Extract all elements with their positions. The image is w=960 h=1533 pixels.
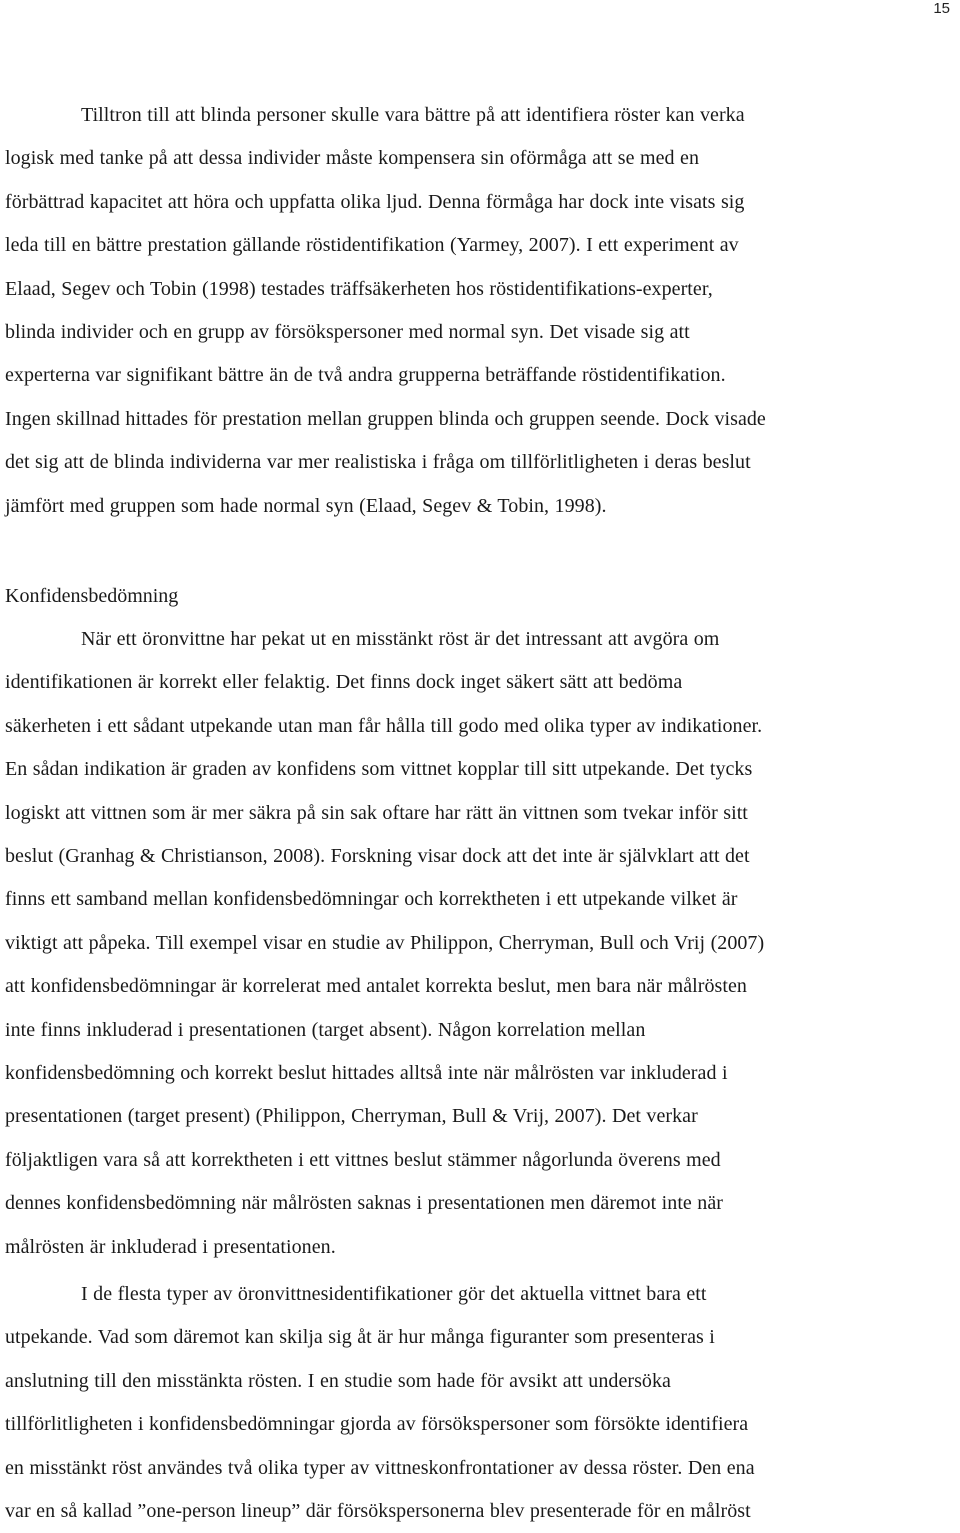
text-line: en misstänkt röst användes två olika typer av vittneskonfrontationer av dessa röster. Den ena — [5, 1456, 755, 1479]
text-line: viktigt att påpeka. Till exempel visar en studie av Philippon, Cherryman, Bull och Vrij (2007) — [5, 931, 765, 954]
text-line: målrösten är inkluderad i presentationen. — [5, 1235, 336, 1258]
text-line: presentationen (target present) (Philippon, Cherryman, Bull & Vrij, 2007). Det verkar — [5, 1105, 698, 1128]
text-line: logiskt att vittnen som är mer säkra på sin sak oftare har rätt än vittnen som tvekar inför sitt — [5, 801, 748, 824]
text-line: dennes konfidensbedömning när målrösten saknas i presentationen men däremot inte när — [5, 1192, 723, 1215]
text-line: var en så kallad ”one-person lineup” där försökspersonerna blev presenterade för en målröst — [5, 1500, 751, 1523]
text-line: jämfört med gruppen som hade normal syn (Elaad, Segev & Tobin, 1998). — [5, 494, 607, 517]
page-number: 15 — [933, 0, 950, 17]
text-line: säkerheten i ett sådant utpekande utan man får hålla till godo med olika typer av indikationer. — [5, 714, 763, 737]
text-line: leda till en bättre prestation gällande röstidentifikation (Yarmey, 2007). I ett experiment av — [5, 234, 739, 257]
text-line: blinda individer och en grupp av försökspersoner med normal syn. Det visade sig att — [5, 321, 690, 344]
text-line: konfidensbedömning och korrekt beslut hittades alltså inte när målrösten var inkluderad i — [5, 1062, 728, 1085]
text-line: En sådan indikation är graden av konfidens som vittnet kopplar till sitt utpekande. Det tycks — [5, 758, 753, 781]
text-line: utpekande. Vad som däremot kan skilja sig åt är hur många figuranter som presenteras i — [5, 1326, 715, 1349]
text-line: anslutning till den misstänkta rösten. I en studie som hade för avsikt att undersöka — [5, 1369, 671, 1392]
text-line: följaktligen vara så att korrektheten i ett vittnes beslut stämmer någorlunda överens med — [5, 1148, 721, 1171]
text-line: finns ett samband mellan konfidensbedömningar och korrektheten i ett utpekande vilket är — [5, 888, 738, 911]
text-line: Tilltron till att blinda personer skulle vara bättre på att identifiera röster kan verka — [81, 104, 745, 126]
text-line: När ett öronvittne har pekat ut en misstänkt röst är det intressant att avgöra om — [81, 628, 720, 650]
text-line: logisk med tanke på att dessa individer måste kompensera sin oförmåga att se med en — [5, 147, 699, 170]
section-heading: Konfidensbedömning — [5, 585, 179, 607]
text-line: det sig att de blinda individerna var mer realistiska i fråga om tillförlitligheten i deras beslut — [5, 451, 751, 474]
paragraph-lineup — [5, 1273, 957, 1533]
text-line: Ingen skillnad hittades för prestation mellan gruppen blinda och gruppen seende. Dock visade — [5, 407, 766, 430]
text-line: I de flesta typer av öronvittnesidentifikationer gör det aktuella vittnet bara ett — [81, 1283, 707, 1305]
text-line: att konfidensbedömningar är korrelerat med antalet korrekta beslut, men bara när målrösten — [5, 975, 747, 998]
paragraph-blind-listeners — [5, 94, 957, 528]
text-line: identifikationen är korrekt eller felaktig. Det finns dock inget säkert sätt att bedöma — [5, 671, 683, 694]
text-line: Elaad, Segev och Tobin (1998) testades träffsäkerheten hos röstidentifikations-experter, — [5, 277, 713, 300]
paragraph-confidence — [5, 618, 957, 1269]
text-line: förbättrad kapacitet att höra och uppfatta olika ljud. Denna förmåga har dock inte visats sig — [5, 190, 745, 213]
text-line: beslut (Granhag & Christianson, 2008). Forskning visar dock att det inte är självklart att det — [5, 845, 750, 868]
text-line: tillförlitligheten i konfidensbedömningar gjorda av försökspersoner som försökte identifiera — [5, 1413, 749, 1436]
text-line: inte finns inkluderad i presentationen (target absent). Någon korrelation mellan — [5, 1018, 646, 1041]
text-line: experterna var signifikant bättre än de två andra grupperna beträffande röstidentifikation. — [5, 364, 726, 387]
